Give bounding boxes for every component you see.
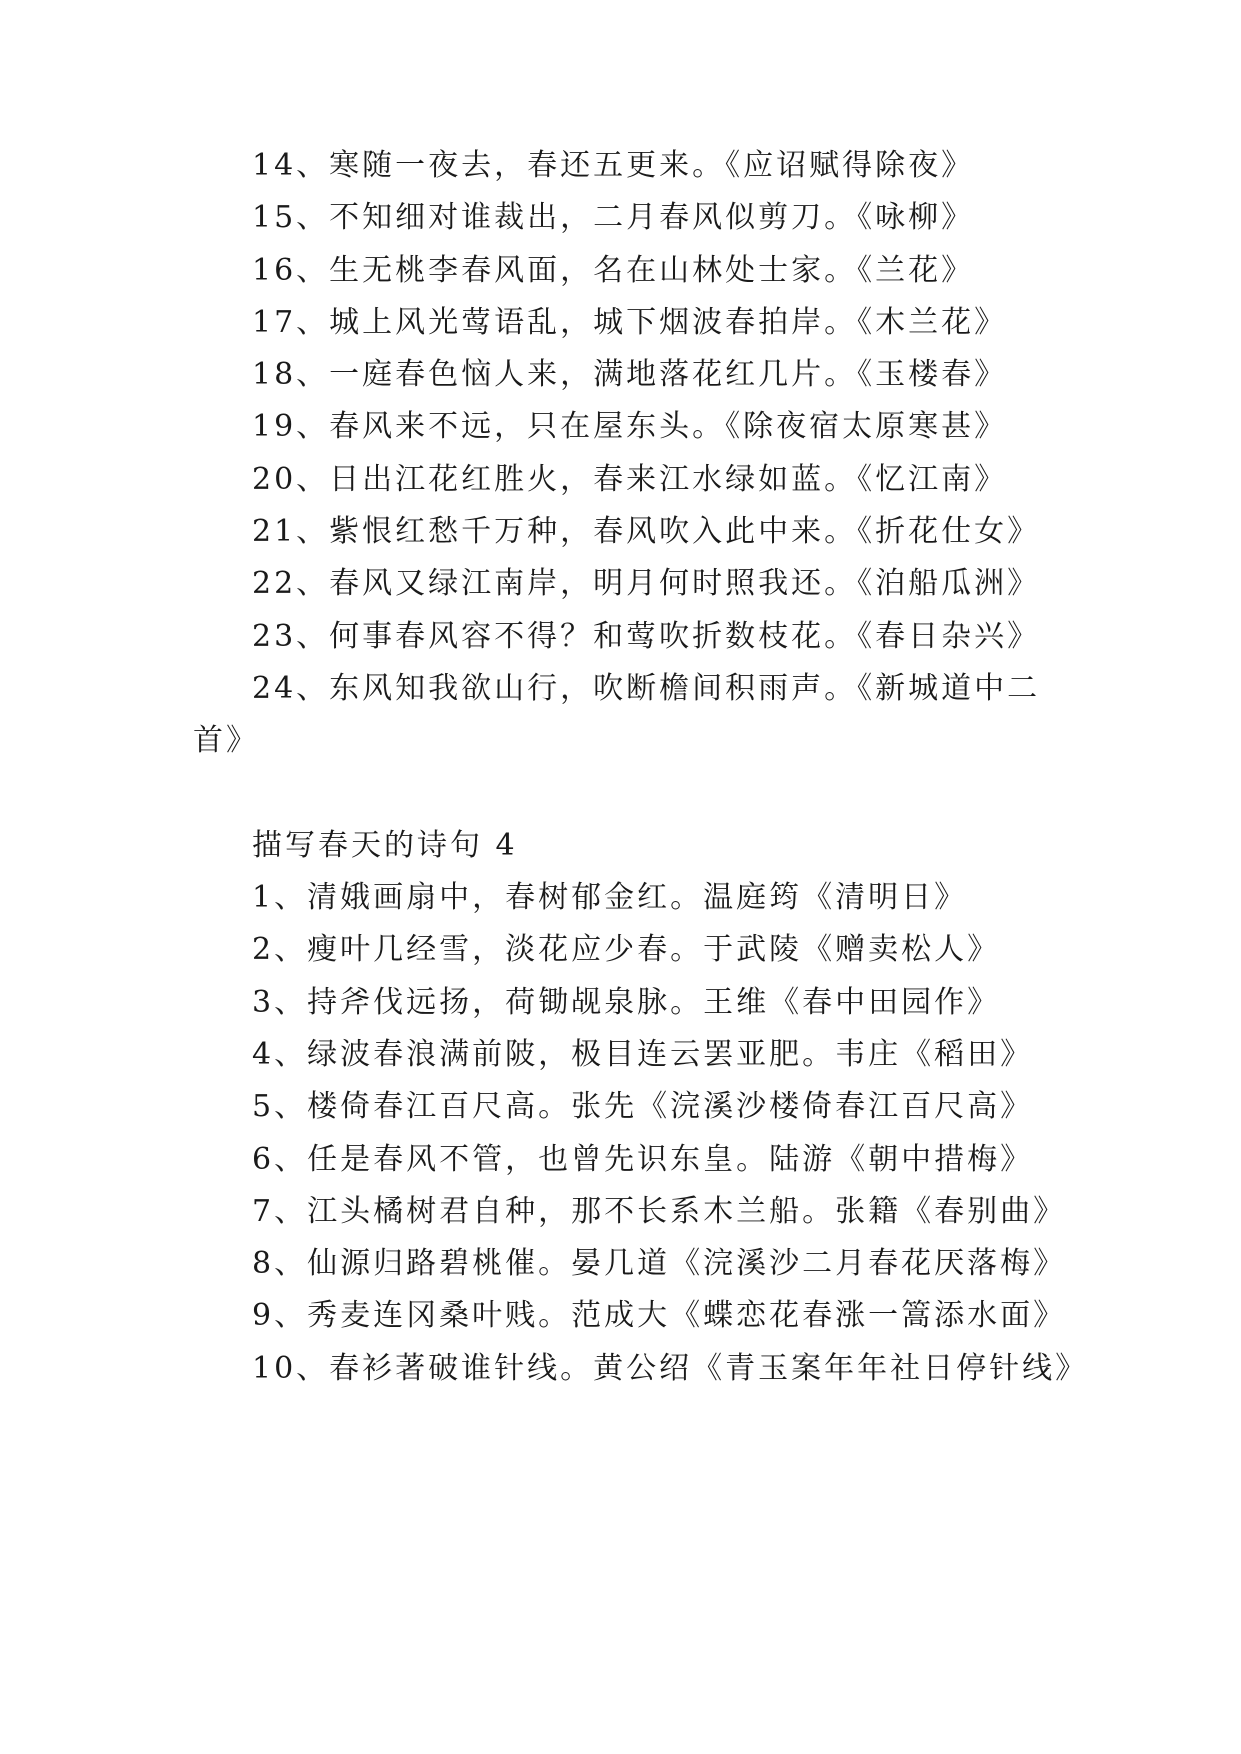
poem-line-14: 14、寒随一夜去，春还五更来。《应诏赋得除夜》 [252, 148, 975, 183]
poem-line-6: 6、任是春风不管，也曾先识东皇。陆游《朝中措梅》 [252, 1142, 1034, 1177]
poem-line-21: 21、紫恨红愁千万种，春风吹入此中来。《折花仕女》 [252, 514, 1041, 549]
poem-line-23: 23、何事春风容不得？和莺吹折数枝花。《春日杂兴》 [252, 619, 1041, 654]
poem-line-4: 4、绿波春浪满前陂，极目连云罢亚肥。韦庄《稻田》 [252, 1037, 1034, 1072]
poem-line-16: 16、生无桃李春风面，名在山林处士家。《兰花》 [252, 253, 975, 288]
poem-line-18: 18、一庭春色恼人来，满地落花红几片。《玉楼春》 [252, 357, 1008, 392]
poem-line-22: 22、春风又绿江南岸，明月何时照我还。《泊船瓜洲》 [252, 566, 1041, 601]
poem-line-20: 20、日出江花红胜火，春来江水绿如蓝。《忆江南》 [252, 462, 1008, 497]
poem-line-10: 10、春衫著破谁针线。黄公绍《青玉案年年社日停针线》 [252, 1351, 1089, 1386]
poem-line-7: 7、江头橘树君自种，那不长系木兰船。张籍《春别曲》 [252, 1194, 1067, 1229]
poem-line-17: 17、城上风光莺语乱，城下烟波春拍岸。《木兰花》 [252, 305, 1008, 340]
poem-line-1: 1、清娥画扇中，春树郁金红。温庭筠《清明日》 [252, 880, 968, 915]
poem-line-9: 9、秀麦连冈桑叶贱。范成大《蝶恋花春涨一篙添水面》 [252, 1298, 1067, 1333]
poem-line-3: 3、持斧伐远扬，荷锄觇泉脉。王维《春中田园作》 [252, 985, 1001, 1020]
poem-line-8: 8、仙源归路碧桃催。晏几道《浣溪沙二月春花厌落梅》 [252, 1246, 1067, 1281]
section-heading: 描写春天的诗句 4 [252, 828, 518, 863]
poem-line-15: 15、不知细对谁裁出，二月春风似剪刀。《咏柳》 [252, 200, 975, 235]
poem-line-19: 19、春风来不远，只在屋东头。《除夜宿太原寒甚》 [252, 409, 1008, 444]
poem-line-24: 24、东风知我欲山行，吹断檐间积雨声。《新城道中二 [252, 671, 1041, 706]
poem-line-24-continued: 首》 [193, 723, 259, 758]
poem-line-2: 2、瘦叶几经雪，淡花应少春。于武陵《赠卖松人》 [252, 932, 1001, 967]
poem-line-5: 5、楼倚春江百尺高。张先《浣溪沙楼倚春江百尺高》 [252, 1089, 1034, 1124]
